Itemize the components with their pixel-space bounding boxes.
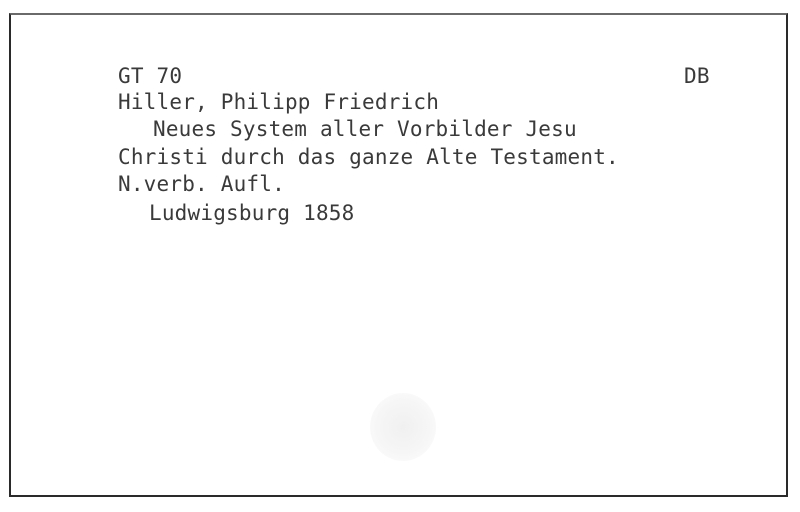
location-code: DB xyxy=(684,64,710,88)
paper-stain xyxy=(370,393,436,461)
author: Hiller, Philipp Friedrich xyxy=(118,90,440,114)
title-line-2: Christi durch das ganze Alte Testament. xyxy=(118,145,619,169)
title-line-1: Neues System aller Vorbilder Jesu xyxy=(153,117,577,141)
call-number: GT 70 xyxy=(118,64,183,88)
edition: N.verb. Aufl. xyxy=(118,172,285,196)
imprint: Ludwigsburg 1858 xyxy=(149,201,355,225)
